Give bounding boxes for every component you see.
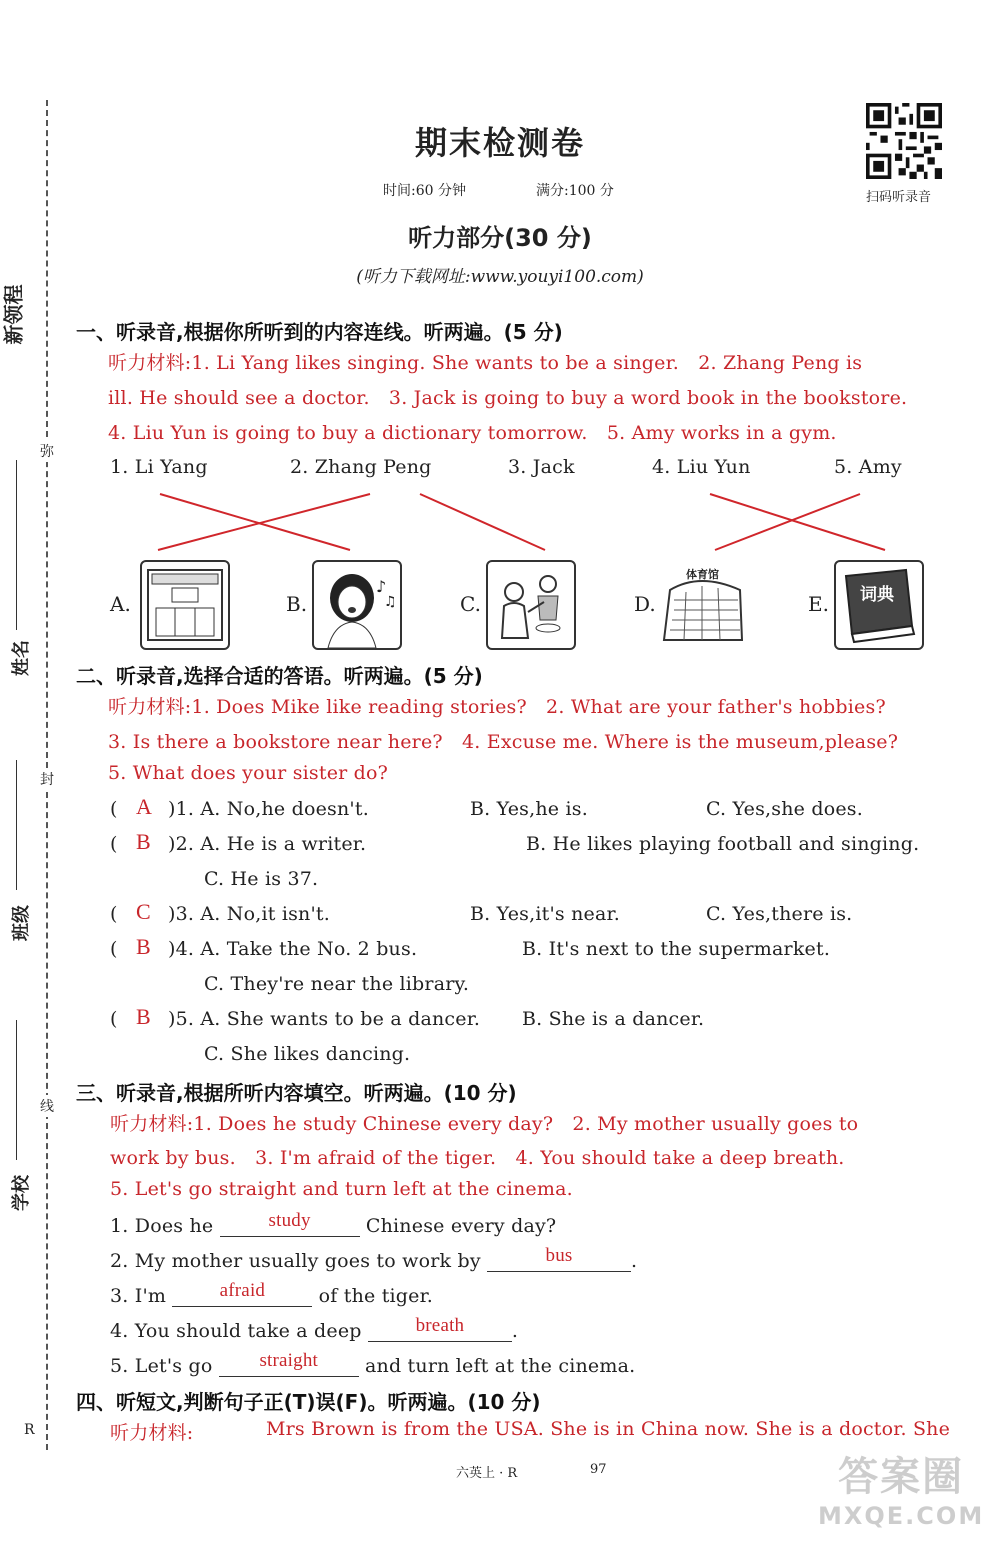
fill-4-pre: 4. You should take a deep xyxy=(110,1320,362,1342)
q1-answer: A xyxy=(136,794,153,819)
q4-paren: ( xyxy=(110,938,118,960)
q3-paren: ( xyxy=(110,903,118,925)
name-jack: 3. Jack xyxy=(508,456,575,478)
q4-answer: B xyxy=(136,934,151,959)
doctor-picture xyxy=(486,560,576,650)
q5-option-a: )5. A. She wants to be a dancer. xyxy=(168,1008,481,1030)
fill-4 xyxy=(110,1315,518,1342)
fill-1-pre: 1. Does he xyxy=(110,1215,214,1237)
section2-title: 二、听录音,选择合适的答语。听两遍。(5 分) xyxy=(76,664,483,688)
class-label: 班级 xyxy=(11,905,32,941)
page-title: 期末检测卷 xyxy=(414,124,585,162)
q2-option-c: C. He is 37. xyxy=(204,868,319,890)
bookstore-icon xyxy=(142,562,228,648)
qr-caption: 扫码听录音 xyxy=(866,190,932,205)
fill-5 xyxy=(110,1350,635,1377)
section2-material-2: 3. Is there a bookstore near here? 4. Excuse me. Where is the museum,please? xyxy=(108,731,899,753)
name-amy: 5. Amy xyxy=(834,456,902,478)
fill-2 xyxy=(110,1245,637,1272)
page-number: 97 xyxy=(590,1462,607,1477)
q5-option-c: C. She likes dancing. xyxy=(204,1043,411,1065)
section3-material-1: 听力材料:1. Does he study Chinese every day? 2. My mother usually goes to xyxy=(110,1113,859,1135)
name-li-yang: 1. Li Yang xyxy=(110,456,208,478)
section3-title: 三、听录音,根据所听内容填空。听两遍。(10 分) xyxy=(76,1081,517,1105)
dictionary-label: 词典 xyxy=(860,585,894,605)
q3-option-a: )3. A. No,it isn't. xyxy=(168,903,330,925)
cut-mark-mi: 弥 xyxy=(40,440,54,462)
option-b: B. xyxy=(286,592,308,616)
q2-option-a: )2. A. He is a writer. xyxy=(168,833,367,855)
name-liu-yun: 4. Liu Yun xyxy=(652,456,751,478)
edge-mark: R xyxy=(24,1422,35,1438)
q1-paren: ( xyxy=(110,798,118,820)
dictionary-icon xyxy=(836,562,922,648)
q1-option-b: B. Yes,he is. xyxy=(470,798,588,820)
section2-material-1: 听力材料:1. Does Mike like reading stories? 2. What are your father's hobbies? xyxy=(108,696,886,718)
q5-answer: B xyxy=(136,1004,151,1029)
gym-sign: 体育馆 xyxy=(686,568,719,581)
q2-option-b: B. He likes playing football and singing. xyxy=(526,833,920,855)
section1-title: 一、听录音,根据你所听到的内容连线。听两遍。(5 分) xyxy=(76,320,563,344)
bookstore-picture xyxy=(140,560,230,650)
q2-paren: ( xyxy=(110,833,118,855)
q2-answer: B xyxy=(136,829,151,854)
section1-material-1: 听力材料:1. Li Yang likes singing. She wants to be a singer. 2. Zhang Peng is xyxy=(108,352,863,374)
fill-5-post: and turn left at the cinema. xyxy=(364,1355,636,1377)
fill-2-pre: 2. My mother usually goes to work by xyxy=(110,1250,481,1272)
singer-icon xyxy=(314,562,400,648)
q1-option-c: C. Yes,she does. xyxy=(706,798,863,820)
fill-1-post: Chinese every day? xyxy=(365,1215,557,1237)
q3-option-b: B. Yes,it's near. xyxy=(470,903,620,925)
option-a: A. xyxy=(110,592,131,616)
fill-3-post: of the tiger. xyxy=(318,1285,434,1307)
cut-mark-xian: 线 xyxy=(40,1095,54,1117)
fill-3 xyxy=(110,1280,433,1307)
fill-2-post: . xyxy=(631,1250,638,1272)
section4-material-label: 听力材料: xyxy=(110,1422,194,1444)
watermark-text: 答案圈 xyxy=(838,1454,965,1500)
section1-material-2: ill. He should see a doctor. 3. Jack is going to buy a word book in the bookstore. xyxy=(108,387,908,409)
school-label: 学校 xyxy=(11,1175,32,1211)
name-zhang-peng: 2. Zhang Peng xyxy=(290,456,432,478)
doctor-icon xyxy=(488,562,574,648)
dictionary-picture xyxy=(834,560,924,650)
part-title: 听力部分(30 分) xyxy=(408,224,592,252)
option-d: D. xyxy=(634,592,656,616)
fill-3-blank[interactable]: afraid xyxy=(172,1280,312,1307)
watermark xyxy=(818,1445,984,1530)
download-note: (听力下载网址:www.youyi100.com) xyxy=(356,267,644,287)
section3-material-2: work by bus. 3. I'm afraid of the tiger. 4. You should take a deep breath. xyxy=(110,1147,845,1169)
fill-5-pre: 5. Let's go xyxy=(110,1355,213,1377)
q4-option-c: C. They're near the library. xyxy=(204,973,470,995)
fill-1 xyxy=(110,1210,556,1237)
option-e: E. xyxy=(808,592,829,616)
section4-title: 四、听短文,判断句子正(T)误(F)。听两遍。(10 分) xyxy=(76,1390,541,1414)
svg-text:♪: ♪ xyxy=(376,577,387,596)
fill-3-pre: 3. I'm xyxy=(110,1285,167,1307)
fill-2-blank[interactable]: bus xyxy=(487,1245,631,1272)
section1-material-3: 4. Liu Yun is going to buy a dictionary tomorrow. 5. Amy works in a gym. xyxy=(108,422,837,444)
book-label: 六英上 · R xyxy=(456,1466,518,1481)
svg-text:♫: ♫ xyxy=(384,594,397,610)
match-line-3 xyxy=(420,494,545,550)
option-c: C. xyxy=(460,592,481,616)
q3-option-c: C. Yes,there is. xyxy=(706,903,853,925)
fill-1-blank[interactable]: study xyxy=(220,1210,360,1237)
section2-material-3: 5. What does your sister do? xyxy=(108,762,389,784)
q1-option-a: )1. A. No,he doesn't. xyxy=(168,798,369,820)
gym-picture xyxy=(660,560,746,646)
name-label: 姓名 xyxy=(11,640,32,676)
watermark-url: MXQE.COM xyxy=(818,1502,985,1530)
brand-logo: 新领程 xyxy=(1,284,26,345)
q5-paren: ( xyxy=(110,1008,118,1030)
cut-mark-feng: 封 xyxy=(40,768,54,790)
q4-option-b: B. It's next to the supermarket. xyxy=(522,938,831,960)
singer-picture xyxy=(312,560,402,650)
q3-answer: C xyxy=(136,899,151,924)
score-info: 满分:100 分 xyxy=(536,183,614,199)
fill-5-blank[interactable]: straight xyxy=(219,1350,359,1377)
fill-4-post: . xyxy=(511,1320,519,1342)
section3-material-3: 5. Let's go straight and turn left at the cinema. xyxy=(110,1178,573,1200)
section4-material-text: Mrs Brown is from the USA. She is in China now. She is a doctor. She xyxy=(266,1418,951,1440)
fill-4-blank[interactable]: breath xyxy=(368,1315,512,1342)
time-info: 时间:60 分钟 xyxy=(383,183,466,199)
q4-option-a: )4. A. Take the No. 2 bus. xyxy=(168,938,418,960)
q5-option-b: B. She is a dancer. xyxy=(522,1008,705,1030)
